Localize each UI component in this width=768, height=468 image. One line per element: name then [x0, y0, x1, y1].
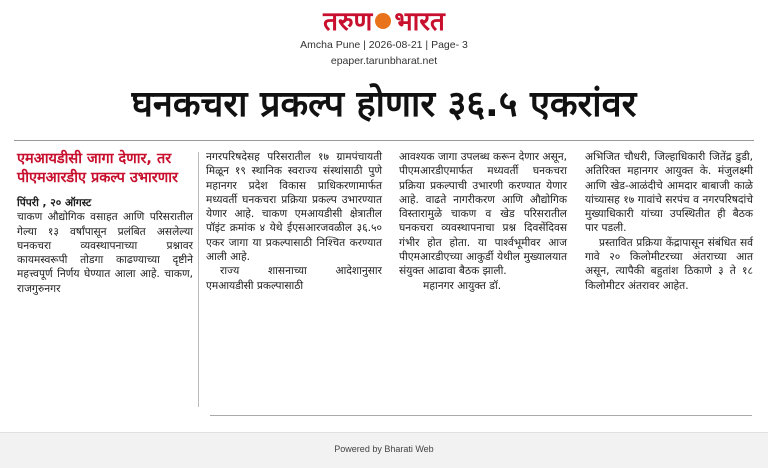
- column-4-text: अभिजित चौधरी, जिल्हाधिकारी जितेंद्र डुडी, अतिरिक्त महानगर आयुक्त के. मंजुलक्ष्मी आणि खेड-आळंदीचे आमदार बाबाजी काळे यांच्यासह १७ गावांचे सरपंच व नगरपरिषदांचे मुख्याधिकारी यांच्या उपस्थितीत ही बैठक पार पडली.: [585, 151, 753, 235]
- dateline: पिंपरी , २० ऑगस्ट: [17, 197, 92, 209]
- powered-by-text[interactable]: Powered by Bharati Web: [334, 444, 434, 454]
- footer: [0, 432, 768, 468]
- site-url[interactable]: epaper.tarunbharat.net: [330, 55, 438, 67]
- article-bottom-rule: [210, 415, 752, 416]
- article-headline: घनकचरा प्रकल्प होणार ३६.५ एकरांवर: [131, 84, 637, 125]
- column-2-text: नगरपरिषदेसह परिसरातील १७ ग्रामपंचायती मिळून १९ स्थानिक स्वराज्य संस्थांसाठी पुणे महानगर प्रदेश विकास प्राधिकरणामार्फत मध्यवर्ती घनकचरा प्रक्रिया प्रकल्प उभारण्यात येणार आहे. चाकण एमआयडीसी क्षेत्रातील पॉइंट क्रमांक ४ येथे ईएसआरजवळील ३६.५० एकर जागा या प्रकल्पासाठी निश्चित करण्यात आली आहे.: [206, 151, 382, 264]
- column-4-text-b: प्रस्तावित प्रक्रिया केंद्रापासून संबंधित सर्व गावे २० किलोमीटरच्या अंतराच्या आत असून, त्यापैकी बहुतांश ठिकाणे ३ ते १८ किलोमीटर अंतरावर आहेत.: [585, 236, 753, 292]
- newspaper-logo[interactable]: [0, 8, 768, 36]
- masthead: [0, 8, 768, 68]
- column-3-text: आवश्यक जागा उपलब्ध करून देणार असून, पीएमआरडीएमार्फत मध्यवर्ती घनकचरा प्रक्रिया प्रकल्पाची उभारणी करण्यात येणार आहे. वाढते नागरीकरण आणि औद्योगिक विस्तारामुळे चाकण व खेड परिसरातील घनकचरा व्यवस्थापनाचा प्रश्न दिवसेंदिवस गंभीर होत होता. या पार्श्वभूमीवर आज पीएमआरडीएच्या आकुर्डी येथील मुख्यालयात संयुक्त आढावा बैठक झाली.: [399, 151, 567, 278]
- headline-divider: [14, 140, 754, 141]
- column-2-text-b: राज्य शासनाच्या आदेशानुसार एमआयडीसी प्रकल्पासाठी: [206, 265, 382, 292]
- logo-sun-icon: [375, 13, 391, 29]
- column-1-body: [17, 196, 193, 296]
- column-divider: [198, 152, 199, 407]
- article-subheadline: एमआयडीसी जागा देणार, तर पीएमआरडीए प्रकल्प उभारणार: [17, 151, 178, 186]
- article-column-2: [206, 150, 382, 293]
- article-column-4: [585, 150, 753, 293]
- column-3-text-b: महानगर आयुक्त डॉ.: [423, 279, 502, 292]
- article-column-3: [399, 150, 567, 293]
- edition-line: Amcha Pune | 2026-08-21 | Page- 3: [300, 39, 468, 51]
- logo-word-2: भारत: [394, 7, 445, 37]
- logo-word-1: तरुण: [323, 7, 373, 37]
- column-1-text: चाकण औद्योगिक वसाहत आणि परिसरातील गेल्या १३ वर्षांपासून प्रलंबित असलेल्या घनकचरा व्यवस्थापनाच्या प्रश्नावर कायमस्वरूपी तोडगा काढण्याच्या दृष्टीने महत्त्वपूर्ण निर्णय घेण्यात आला आहे. चाकण, राजगुरुनगर: [17, 211, 193, 295]
- article-column-1: [17, 150, 193, 296]
